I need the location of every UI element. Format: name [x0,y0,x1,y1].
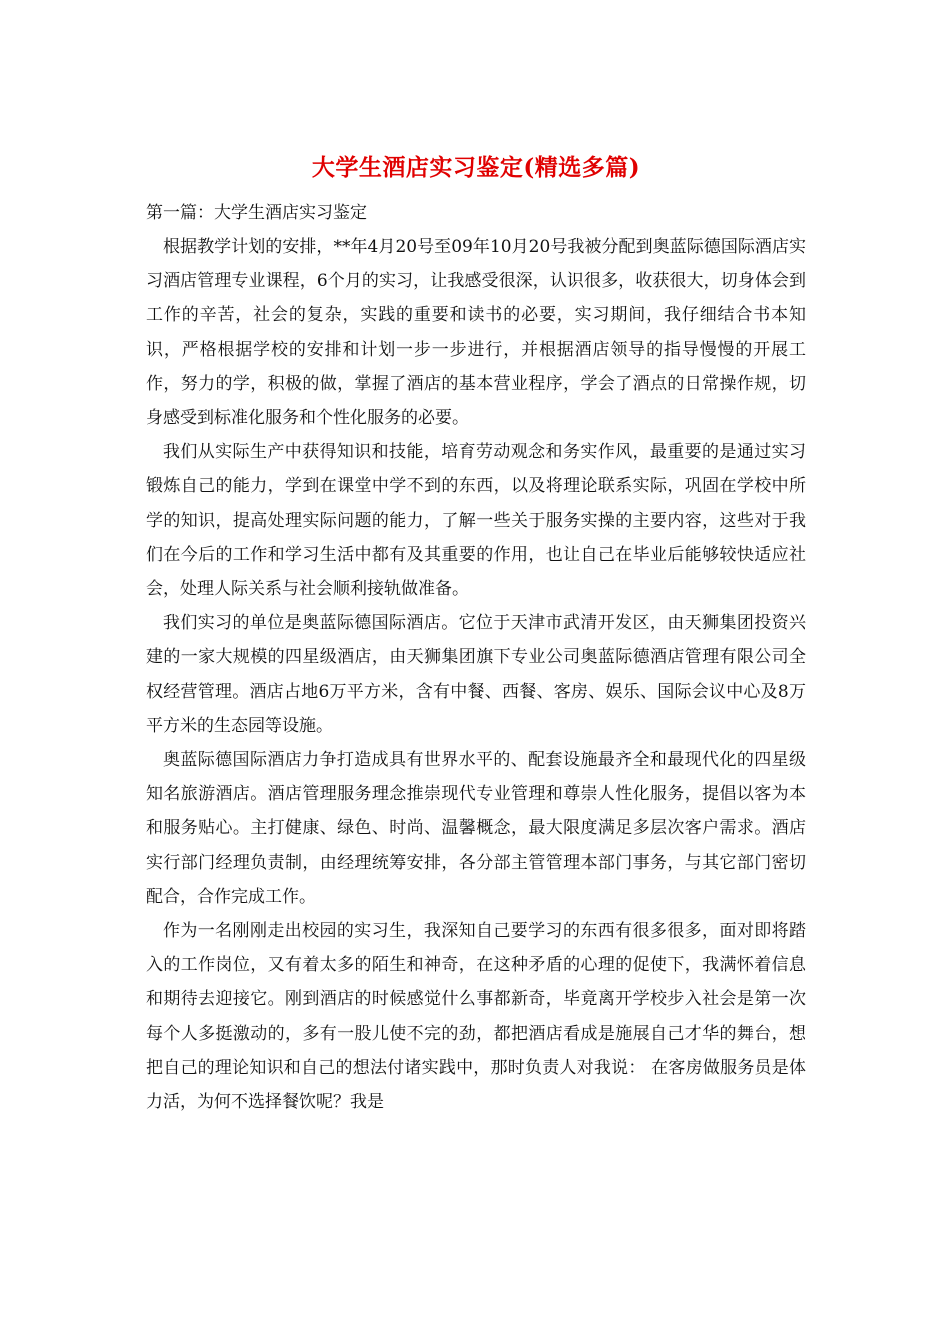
paragraph-3: 我们实习的单位是奥蓝际德国际酒店。它位于天津市武清开发区，由天狮集团投资兴建的一家大规模的四星级酒店，由天狮集团旗下专业公司奥蓝际德酒店管理有限公司全权经营管理。酒店占地6万平方米，含有中餐、西餐、客房、娱乐、国际会议中心及8万平方米的生态园等设施。 [146,613,806,736]
paragraph-1: 根据教学计划的安排，**年4月20号至09年10月20号我被分配到奥蓝际德国际酒店实习酒店管理专业课程，6个月的实习，让我感受很深，认识很多，收获很大，切身体会到工作的辛苦，社会的复杂，实践的重要和读书的必要，实习期间，我仔细结合书本知识，严格根据学校的安排和计划一步一步进行，并根据酒店领导的指导慢慢的开展工作，努力的学，积极的做，掌握了酒店的基本营业程序，学会了酒点的日常操作规，切身感受到标准化服务和个性化服务的必要。 [146,237,806,429]
paragraph-4: 奥蓝际德国际酒店力争打造成具有世界水平的、配套设施最齐全和最现代化的四星级知名旅游酒店。酒店管理服务理念推崇现代专业管理和尊崇人性化服务，提倡以客为本和服务贴心。主打健康、绿色、时尚、温馨概念，最大限度满足多层次客户需求。酒店实行部门经理负责制，由经理统筹安排，各分部主管管理本部门事务，与其它部门密切配合，合作完成工作。 [146,750,806,907]
document-page [146,150,806,1119]
paragraph-5: 作为一名刚刚走出校园的实习生，我深知自己要学习的东西有很多很多，面对即将踏入的工作岗位，又有着太多的陌生和神奇，在这种矛盾的心理的促使下，我满怀着信息和期待去迎接它。刚到酒店的时候感觉什么事都新奇，毕竟离开学校步入社会是第一次每个人多挺激动的，多有一股儿使不完的劲，都把酒店看成是施展自己才华的舞台，想把自己的理论知识和自己的想法付诸实践中，那时负责人对我说： 在客房做服务员是体力活，为何不选择餐饮呢？我是 [146,921,806,1113]
paragraph-2: 我们从实际生产中获得知识和技能，培育劳动观念和务实作风，最重要的是通过实习锻炼自己的能力，学到在课堂中学不到的东西，以及将理论联系实际，巩固在学校中所学的知识，提高处理实际问题的能力，了解一些关于服务实操的主要内容，这些对于我们在今后的工作和学习生活中都有及其重要的作用，也让自己在毕业后能够较快适应社会，处理人际关系与社会顺利接轨做准备。 [146,442,806,600]
document-title: 大学生酒店实习鉴定(精选多篇) [311,154,641,181]
section-heading: 第一篇：大学生酒店实习鉴定 [146,203,367,223]
